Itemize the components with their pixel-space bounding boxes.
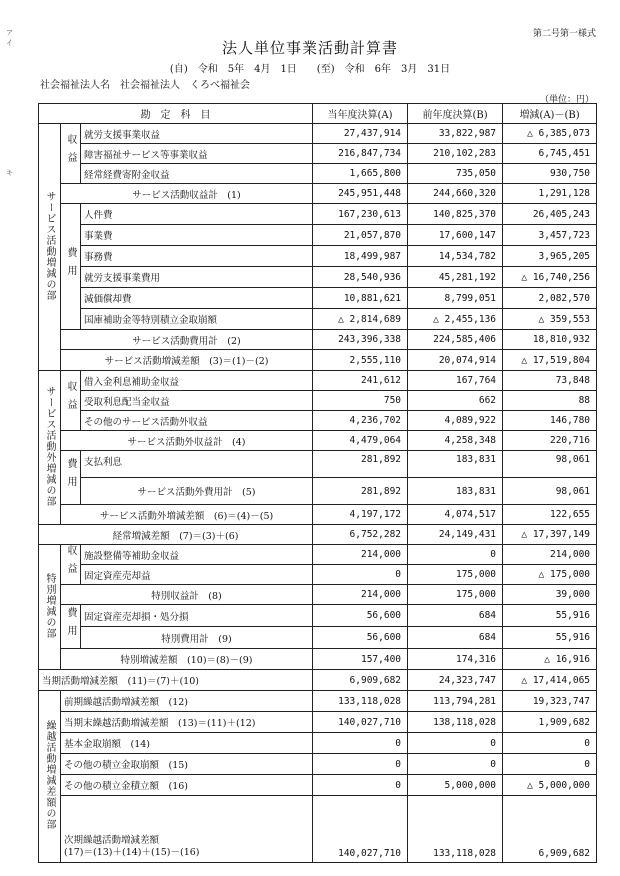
value-previous: 14,534,782	[408, 246, 503, 267]
value-previous: 210,102,283	[408, 144, 503, 164]
table-row	[39, 431, 597, 451]
row-label: 就労支援事業収益	[81, 124, 313, 144]
value-diff: △ 6,385,073	[503, 124, 597, 144]
row-label: 事務費	[81, 246, 313, 267]
table-row	[39, 288, 597, 309]
section-special: 特別増減の部	[39, 545, 61, 670]
value-diff: 6,745,451	[503, 144, 597, 164]
table-row	[39, 691, 597, 712]
value-current: 4,236,702	[313, 411, 408, 431]
value-previous: 183,831	[408, 451, 503, 478]
value-previous: 5,000,000	[408, 775, 503, 796]
row-label: その他の積立金取崩額 (15)	[61, 754, 313, 775]
row-label: 当期末繰越活動増減差額 (13)＝(11)＋(12)	[61, 712, 313, 733]
table-row	[39, 246, 597, 267]
header-item: 勘 定 科 目	[39, 104, 313, 124]
row-label: 減価償却費	[81, 288, 313, 309]
value-diff: 39,000	[503, 585, 597, 605]
value-previous: 24,149,431	[408, 525, 503, 545]
row-label: 固定資産売却損・処分損	[81, 605, 313, 627]
row-label: その他のサービス活動外収益	[81, 411, 313, 431]
row-label: サービス活動外増減差額 (6)＝(4)－(5)	[61, 505, 313, 525]
section-carryover: 繰越活動増減差額の部	[39, 691, 61, 863]
value-previous: 140,825,370	[408, 204, 503, 225]
table-row	[39, 350, 597, 371]
value-previous: 183,831	[408, 478, 503, 505]
row-label: 施設整備等補助金収益	[81, 545, 313, 565]
value-diff: 88	[503, 391, 597, 411]
value-diff: 6,909,682	[503, 796, 597, 863]
row-label: 前期繰越活動増減差額 (12)	[61, 691, 313, 712]
value-current: 18,499,987	[313, 246, 408, 267]
value-previous: 8,799,051	[408, 288, 503, 309]
row-label: 事業費	[81, 225, 313, 246]
form-number: 第二号第一様式	[532, 29, 596, 39]
row-label: 障害福祉サービス等事業収益	[81, 144, 313, 164]
row-label: 国庫補助金等特別積立金取崩額	[81, 309, 313, 330]
sub-expense: 費用	[61, 204, 81, 330]
row-label: サービス活動外費用計 (5)	[81, 478, 313, 505]
table-row	[39, 411, 597, 431]
value-current: 214,000	[313, 585, 408, 605]
table-row	[39, 309, 597, 330]
value-current: 157,400	[313, 649, 408, 670]
value-previous: 167,764	[408, 371, 503, 391]
value-previous: 0	[408, 545, 503, 565]
value-diff: 55,916	[503, 605, 597, 627]
table-row	[39, 184, 597, 204]
table-row	[39, 371, 597, 391]
header-previous: 前年度決算(B)	[408, 104, 503, 124]
value-current: △ 2,814,689	[313, 309, 408, 330]
value-diff: 19,323,747	[503, 691, 597, 712]
table-row	[39, 733, 597, 754]
corporation-name: 社会福祉法人名 社会福祉法人 くろべ福祉会	[40, 80, 250, 91]
value-previous: 224,585,406	[408, 330, 503, 350]
table-row	[39, 545, 597, 565]
row-label-line1: 次期繰越活動増減差額	[64, 835, 160, 846]
unit-label: （単位：円）	[539, 95, 594, 105]
value-current: 245,951,448	[313, 184, 408, 204]
value-diff: 26,405,243	[503, 204, 597, 225]
value-diff: 2,082,570	[503, 288, 597, 309]
row-label: サービス活動増減差額 (3)＝(1)－(2)	[61, 350, 313, 371]
table-row	[39, 124, 597, 144]
value-previous: 684	[408, 627, 503, 649]
table-row	[39, 144, 597, 164]
value-diff: 98,061	[503, 451, 597, 478]
value-current: 28,540,936	[313, 267, 408, 288]
table-header-row	[39, 104, 597, 124]
value-current: 216,847,734	[313, 144, 408, 164]
table-row	[39, 605, 597, 627]
header-diff: 増減(A)－(B)	[503, 104, 597, 124]
sub-expense: 費用	[61, 451, 81, 505]
value-previous: 20,074,914	[408, 350, 503, 371]
value-diff: △ 16,916	[503, 649, 597, 670]
table-row	[39, 775, 597, 796]
value-current: 140,027,710	[313, 796, 408, 863]
value-current: 281,892	[313, 451, 408, 478]
table-row	[39, 649, 597, 670]
row-label	[61, 796, 313, 863]
sub-expense: 費用	[61, 605, 81, 649]
row-label: サービス活動費用計 (2)	[61, 330, 313, 350]
value-current: 241,612	[313, 371, 408, 391]
value-previous: 684	[408, 605, 503, 627]
value-diff: △ 5,000,000	[503, 775, 597, 796]
row-label-line2: (17)＝(13)＋(14)＋(15)－(16)	[64, 847, 200, 858]
table-row	[39, 391, 597, 411]
value-previous: 175,000	[408, 565, 503, 585]
sub-income: 収益	[61, 545, 81, 585]
row-label: その他の積立金積立額 (16)	[61, 775, 313, 796]
value-diff: 0	[503, 733, 597, 754]
value-previous: 662	[408, 391, 503, 411]
value-previous: 24,323,747	[408, 670, 503, 691]
value-current: 2,555,110	[313, 350, 408, 371]
value-diff: 220,716	[503, 431, 597, 451]
table-row	[39, 204, 597, 225]
value-current: 750	[313, 391, 408, 411]
value-diff: 1,909,682	[503, 712, 597, 733]
table-row	[39, 478, 597, 505]
table-row	[39, 225, 597, 246]
table-row	[39, 585, 597, 605]
header-current: 当年度決算(A)	[313, 104, 408, 124]
value-diff: △ 17,397,149	[503, 525, 597, 545]
value-diff: △ 359,553	[503, 309, 597, 330]
value-previous: 175,000	[408, 585, 503, 605]
table-row	[39, 267, 597, 288]
row-label: 人件費	[81, 204, 313, 225]
value-diff: △ 17,519,804	[503, 350, 597, 371]
value-current: 10,881,621	[313, 288, 408, 309]
sub-income: 収益	[61, 371, 81, 431]
value-current: 214,000	[313, 545, 408, 565]
value-current: 0	[313, 733, 408, 754]
value-diff: 98,061	[503, 478, 597, 505]
value-current: 140,027,710	[313, 712, 408, 733]
row-label: 固定資産売却益	[81, 565, 313, 585]
value-diff: △ 175,000	[503, 565, 597, 585]
table-row	[39, 164, 597, 184]
value-current: 1,665,800	[313, 164, 408, 184]
table-row	[39, 754, 597, 775]
row-label: 経常増減差額 (7)＝(3)＋(6)	[39, 525, 313, 545]
section-service-other: サービス活動外増減の部	[39, 371, 61, 525]
document-title: 法人単位事業活動計算書	[221, 39, 398, 57]
fiscal-period: (自) 令和 5年 4月 1日 (至) 令和 6年 3月 31日	[169, 64, 451, 75]
value-diff: △ 17,414,065	[503, 670, 597, 691]
value-previous: 113,794,281	[408, 691, 503, 712]
row-label: 特別増減差額 (10)＝(8)－(9)	[61, 649, 313, 670]
value-diff: 122,655	[503, 505, 597, 525]
value-previous: 17,600,147	[408, 225, 503, 246]
value-previous: 33,822,987	[408, 124, 503, 144]
value-diff: △ 16,740,256	[503, 267, 597, 288]
table-row	[39, 505, 597, 525]
value-previous: 174,316	[408, 649, 503, 670]
value-previous: 0	[408, 733, 503, 754]
row-label: 借入金利息補助金収益	[81, 371, 313, 391]
value-diff: 0	[503, 754, 597, 775]
row-label: サービス活動収益計 (1)	[61, 184, 313, 204]
row-label: 特別費用計 (9)	[81, 627, 313, 649]
row-label: 支払利息	[81, 451, 313, 478]
value-current: 56,600	[313, 627, 408, 649]
row-label: 経常経費寄附金収益	[81, 164, 313, 184]
row-label: 受取利息配当金収益	[81, 391, 313, 411]
row-label: 当期活動増減差額 (11)＝(7)＋(10)	[39, 670, 313, 691]
table-row	[39, 565, 597, 585]
value-previous: 244,660,320	[408, 184, 503, 204]
row-label: サービス活動外収益計 (4)	[61, 431, 313, 451]
value-current: 21,057,870	[313, 225, 408, 246]
table-row	[39, 712, 597, 733]
value-diff: 930,750	[503, 164, 597, 184]
value-current: 6,909,682	[313, 670, 408, 691]
value-diff: 214,000	[503, 545, 597, 565]
value-current: 0	[313, 754, 408, 775]
value-previous: △ 2,455,136	[408, 309, 503, 330]
value-previous: 138,118,028	[408, 712, 503, 733]
value-current: 4,197,172	[313, 505, 408, 525]
value-diff: 3,965,205	[503, 246, 597, 267]
value-current: 56,600	[313, 605, 408, 627]
activity-statement-table	[38, 103, 597, 863]
sub-income: 収益	[61, 124, 81, 184]
value-current: 243,396,338	[313, 330, 408, 350]
value-previous: 133,118,028	[408, 796, 503, 863]
table-row	[39, 627, 597, 649]
value-current: 4,479,064	[313, 431, 408, 451]
value-diff: 3,457,723	[503, 225, 597, 246]
value-current: 167,230,613	[313, 204, 408, 225]
value-diff: 18,810,932	[503, 330, 597, 350]
value-previous: 45,281,192	[408, 267, 503, 288]
value-previous: 735,050	[408, 164, 503, 184]
value-previous: 4,074,517	[408, 505, 503, 525]
table-row	[39, 796, 597, 863]
row-label: 就労支援事業費用	[81, 267, 313, 288]
value-diff: 1,291,128	[503, 184, 597, 204]
value-diff: 146,780	[503, 411, 597, 431]
section-service: サービス活動増減の部	[39, 124, 61, 371]
value-current: 0	[313, 775, 408, 796]
value-current: 281,892	[313, 478, 408, 505]
value-diff: 73,848	[503, 371, 597, 391]
value-previous: 4,089,922	[408, 411, 503, 431]
value-previous: 4,258,348	[408, 431, 503, 451]
margin-marks: ア イ キ	[6, 29, 13, 177]
value-current: 133,118,028	[313, 691, 408, 712]
value-current: 0	[313, 565, 408, 585]
value-diff: 55,916	[503, 627, 597, 649]
value-current: 6,752,282	[313, 525, 408, 545]
value-previous: 0	[408, 754, 503, 775]
table-row	[39, 525, 597, 545]
table-row	[39, 670, 597, 691]
row-label: 特別収益計 (8)	[61, 585, 313, 605]
value-current: 27,437,914	[313, 124, 408, 144]
table-row	[39, 330, 597, 350]
table-row	[39, 451, 597, 478]
row-label: 基本金取崩額 (14)	[61, 733, 313, 754]
